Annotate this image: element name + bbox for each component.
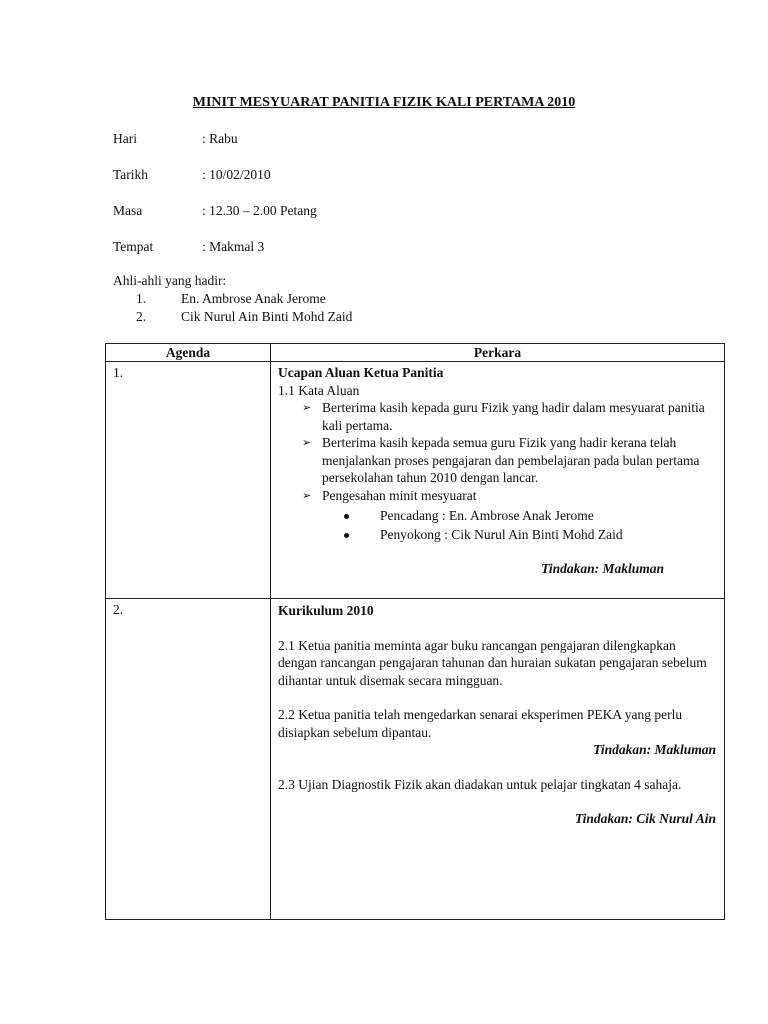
list-item xyxy=(113,290,326,308)
perkara-cell xyxy=(271,362,725,599)
header-agenda: Agenda xyxy=(106,344,271,362)
arrow-bullet-icon: ➢ xyxy=(302,401,312,414)
list-item xyxy=(278,399,718,434)
attendee-name: En. Ambrose Anak Jerome xyxy=(181,290,326,306)
agenda-number: 2. xyxy=(106,599,271,920)
item-text: Berterima kasih kepada guru Fizik yang hadir dalam mesyuarat panitia kali pertama. xyxy=(322,400,705,433)
arrow-bullet-icon: ➢ xyxy=(302,488,312,502)
perkara-cell xyxy=(271,599,725,920)
arrow-bullet-icon: ➢ xyxy=(302,436,312,449)
action-note: Tindakan: Makluman xyxy=(541,561,664,576)
list-item xyxy=(278,434,718,487)
meta-masa xyxy=(113,202,317,220)
action-note: Tindakan: Makluman xyxy=(593,742,716,757)
paragraph: 2.1 Ketua panitia meminta agar buku rancangan pengajaran dilengkapkan dengan rancangan pengajaran tahunan dan huraian sukatan pengajaran sebelum dihantar untuk disemak secara mingguan. xyxy=(278,637,707,688)
section-heading: Ucapan Aluan Ketua Panitia xyxy=(278,365,444,380)
paragraph: 2.3 Ujian Diagnostik Fizik akan diadakan untuk pelajar tingkatan 4 sahaja. xyxy=(278,776,682,792)
meta-label: Tarikh xyxy=(113,167,149,182)
table-row xyxy=(106,362,725,599)
list-item xyxy=(278,526,718,544)
item-text: Pencadang : En. Ambrose Anak Jerome xyxy=(380,508,594,523)
attendee-name: Cik Nurul Ain Binti Mohd Zaid xyxy=(181,308,353,324)
attendees-section xyxy=(113,272,353,326)
attendees-heading: Ahli-ahli yang hadir: xyxy=(113,273,227,288)
meta-value: : 10/02/2010 xyxy=(202,167,271,182)
attendee-number: 2. xyxy=(136,308,147,324)
meta-label: Tempat xyxy=(113,239,154,254)
meta-label: Masa xyxy=(113,203,143,218)
bullet-icon xyxy=(344,514,349,519)
document-title: MINIT MESYUARAT PANITIA FIZIK KALI PERTAMA 2010 xyxy=(192,95,576,110)
header-perkara: Perkara xyxy=(271,344,725,362)
list-item xyxy=(113,308,353,326)
item-text: Penyokong : Cik Nurul Ain Binti Mohd Zaid xyxy=(380,526,623,542)
section-heading: Kurikulum 2010 xyxy=(278,603,374,618)
meta-tarikh xyxy=(113,166,271,184)
item-text: Pengesahan minit mesyuarat xyxy=(322,487,477,503)
meta-value: : Rabu xyxy=(202,131,238,146)
table-row xyxy=(106,599,725,920)
paragraph: 2.2 Ketua panitia telah mengedarkan senarai eksperimen PEKA yang perlu disiapkan sebelum dipantau. xyxy=(278,707,683,740)
agenda-number: 1. xyxy=(106,362,271,599)
meta-hari xyxy=(113,130,238,148)
item-text: Berterima kasih kepada semua guru Fizik yang hadir kerana telah menjalankan proses pengajaran dan pembelajaran pada bulan pertama persekolahan tahun 2010 dengan lancar. xyxy=(322,435,700,485)
bullet-icon xyxy=(344,533,349,538)
meta-tempat xyxy=(113,238,264,256)
list-item xyxy=(278,507,718,525)
action-note: Tindakan: Cik Nurul Ain xyxy=(574,811,716,826)
list-item xyxy=(278,487,718,505)
meta-value: : Makmal 3 xyxy=(202,239,265,254)
sub-heading: 1.1 Kata Aluan xyxy=(278,382,360,398)
meta-label: Hari xyxy=(113,131,137,146)
attendee-number: 1. xyxy=(136,290,147,306)
table-header-row xyxy=(106,344,725,362)
meta-value: : 12.30 – 2.00 Petang xyxy=(202,203,317,218)
minutes-table xyxy=(105,343,725,920)
